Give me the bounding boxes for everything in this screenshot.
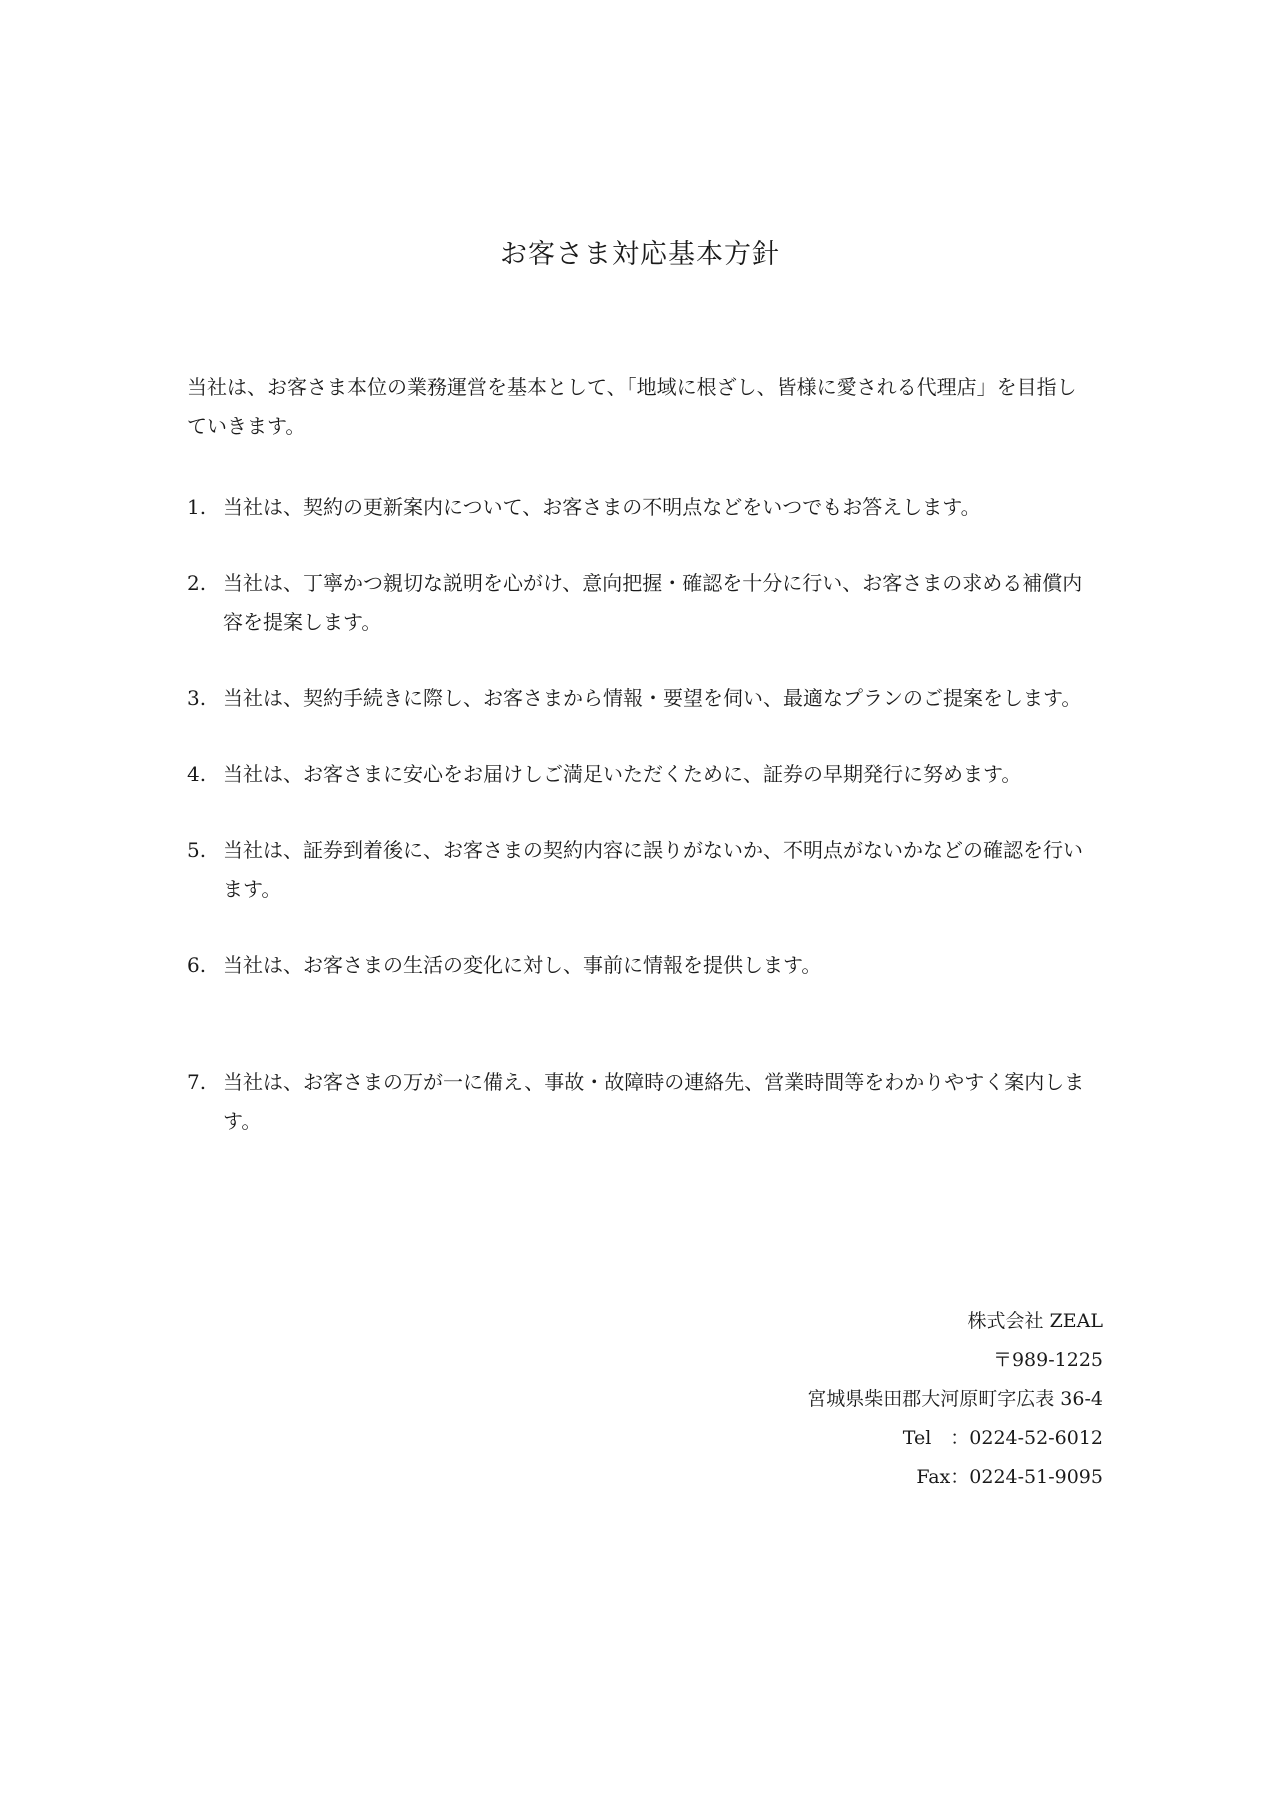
- policy-item-4: [187, 755, 1087, 794]
- policy-item-7: [187, 1063, 1087, 1141]
- policy-item-1: [187, 488, 1087, 527]
- policy-number: 1.: [187, 495, 207, 519]
- policy-number: 4.: [187, 762, 207, 786]
- policy-item-6: [187, 946, 1087, 985]
- policy-item-3: [187, 679, 1087, 718]
- policy-item-2: [187, 564, 1087, 642]
- policy-text: 当社は、お客さまの生活の変化に対し、事前に情報を提供します。: [223, 953, 822, 977]
- policy-text: 当社は、証券到着後に、お客さまの契約内容に誤りがないか、不明点がないかなどの確認を行います。: [223, 838, 1083, 901]
- policy-number: 3.: [187, 686, 207, 710]
- company-info: [807, 1302, 1103, 1497]
- policy-number: 2.: [187, 571, 207, 595]
- policy-text: 当社は、お客さまに安心をお届けしご満足いただくために、証券の早期発行に努めます。: [223, 762, 1022, 786]
- policy-text: 当社は、丁寧かつ親切な説明を心がけ、意向把握・確認を十分に行い、お客さまの求める補償内容を提案します。: [223, 571, 1083, 634]
- policy-text: 当社は、お客さまの万が一に備え、事故・故障時の連絡先、営業時間等をわかりやすく案内します。: [223, 1070, 1085, 1133]
- policy-number: 6.: [187, 953, 207, 977]
- page-title: お客さま対応基本方針: [500, 239, 780, 270]
- company-name: 株式会社 ZEAL: [967, 1310, 1103, 1332]
- company-postal-code: 〒989-1225: [992, 1349, 1103, 1371]
- policy-text: 当社は、契約の更新案内について、お客さまの不明点などをいつでもお答えします。: [223, 495, 981, 519]
- company-tel: Tel ：0224-52-6012: [902, 1427, 1103, 1449]
- policy-number: 5.: [187, 838, 207, 862]
- intro-paragraph: 当社は、お客さま本位の業務運営を基本として、「地域に根ざし、皆様に愛される代理店」を目指していきます。: [187, 375, 1077, 438]
- company-address: 宮城県柴田郡大河原町字広表 36-4: [807, 1388, 1103, 1410]
- company-fax: Fax：0224-51-9095: [916, 1466, 1103, 1488]
- policy-number: 7.: [187, 1070, 207, 1094]
- policy-list: [187, 488, 1087, 1178]
- policy-text: 当社は、契約手続きに際し、お客さまから情報・要望を伺い、最適なプランのご提案をします。: [223, 686, 1082, 710]
- policy-item-5: [187, 831, 1087, 909]
